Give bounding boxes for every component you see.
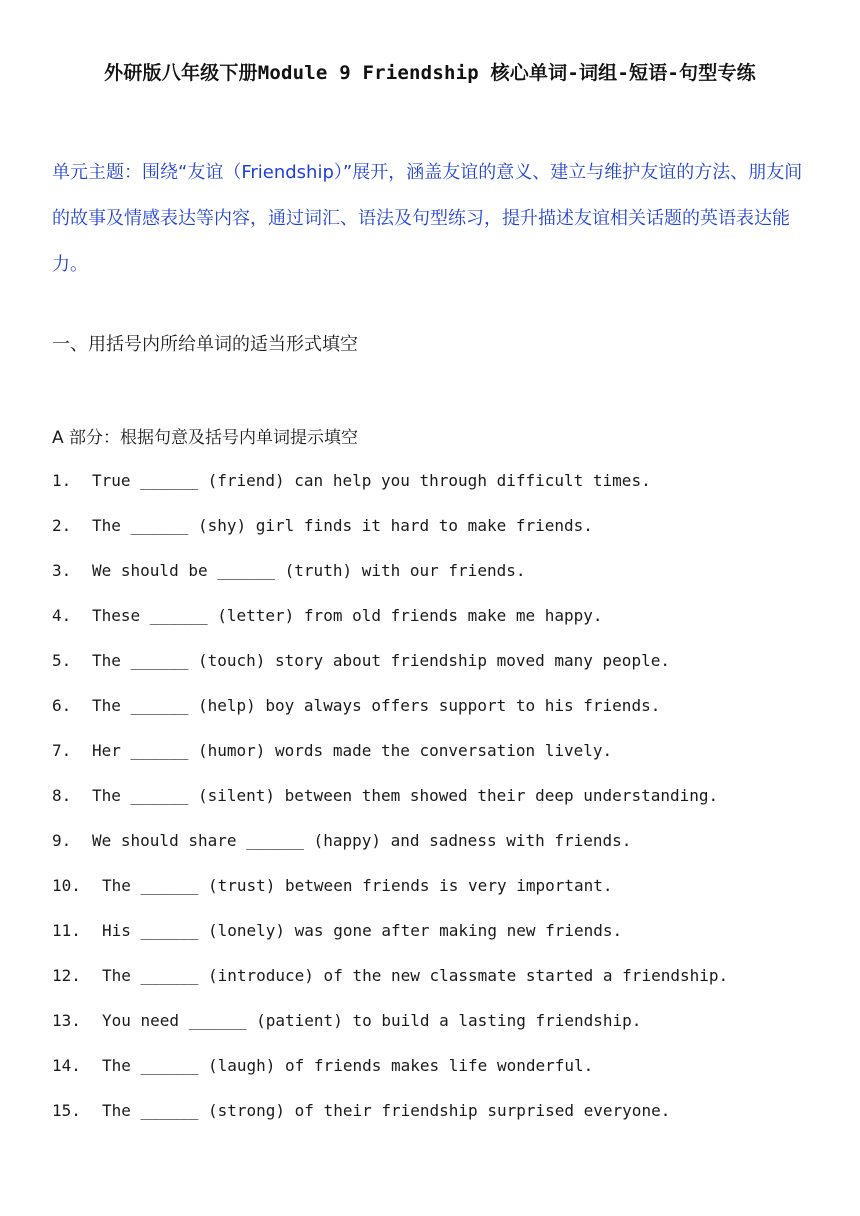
item-text: True ______ (friend) can help you through difficult times. bbox=[92, 471, 651, 490]
exercise-item bbox=[52, 1006, 728, 1051]
exercise-item bbox=[52, 781, 728, 826]
exercise-item bbox=[52, 556, 728, 601]
item-number: 15. bbox=[52, 1101, 81, 1120]
exercise-item bbox=[52, 511, 728, 556]
item-text: Her ______ (humor) words made the conversation lively. bbox=[92, 741, 613, 760]
exercise-item bbox=[52, 1051, 728, 1096]
item-number: 10. bbox=[52, 876, 81, 895]
item-text: We should share ______ (happy) and sadness with friends. bbox=[92, 831, 632, 850]
exercise-item bbox=[52, 736, 728, 781]
exercise-item bbox=[52, 646, 728, 691]
item-number: 5. bbox=[52, 651, 72, 670]
item-number: 4. bbox=[52, 606, 72, 625]
item-text: The ______ (introduce) of the new classmate started a friendship. bbox=[102, 966, 729, 985]
item-number: 14. bbox=[52, 1056, 81, 1075]
exercise-item bbox=[52, 871, 728, 916]
item-number: 6. bbox=[52, 696, 72, 715]
exercise-item bbox=[52, 466, 728, 511]
item-text: The ______ (strong) of their friendship surprised everyone. bbox=[102, 1101, 671, 1120]
exercise-list bbox=[52, 466, 728, 1141]
part-a-heading: A 部分：根据句意及括号内单词提示填空 bbox=[52, 428, 359, 448]
item-number: 9. bbox=[52, 831, 72, 850]
unit-theme-intro: 单元主题：围绕“友谊（Friendship）”展开，涵盖友谊的意义、建立与维护友谊的方法、朋友间的故事及情感表达等内容，通过词汇、语法及句型练习，提升描述友谊相关话题的英语表达能力。 bbox=[52, 162, 803, 275]
exercise-item bbox=[52, 691, 728, 736]
item-number: 12. bbox=[52, 966, 81, 985]
item-number: 1. bbox=[52, 471, 72, 490]
item-text: The ______ (help) boy always offers support to his friends. bbox=[92, 696, 661, 715]
item-number: 7. bbox=[52, 741, 72, 760]
exercise-item bbox=[52, 601, 728, 646]
item-text: These ______ (letter) from old friends make me happy. bbox=[92, 606, 603, 625]
item-number: 2. bbox=[52, 516, 72, 535]
item-text: You need ______ (patient) to build a lasting friendship. bbox=[102, 1011, 642, 1030]
exercise-item bbox=[52, 1096, 728, 1141]
item-text: His ______ (lonely) was gone after making new friends. bbox=[102, 921, 623, 940]
item-text: The ______ (trust) between friends is very important. bbox=[102, 876, 613, 895]
item-number: 13. bbox=[52, 1011, 81, 1030]
item-text: The ______ (touch) story about friendship moved many people. bbox=[92, 651, 670, 670]
item-number: 8. bbox=[52, 786, 72, 805]
exercise-item bbox=[52, 826, 728, 871]
item-number: 3. bbox=[52, 561, 72, 580]
exercise-item bbox=[52, 916, 728, 961]
section-heading: 一、用括号内所给单词的适当形式填空 bbox=[52, 334, 358, 355]
item-text: The ______ (shy) girl finds it hard to make friends. bbox=[92, 516, 593, 535]
exercise-item bbox=[52, 961, 728, 1006]
item-text: The ______ (laugh) of friends makes life wonderful. bbox=[102, 1056, 594, 1075]
item-text: The ______ (silent) between them showed their deep understanding. bbox=[92, 786, 719, 805]
document-title: 外研版八年级下册Module 9 Friendship 核心单词-词组-短语-句型专练 bbox=[104, 62, 756, 84]
item-text: We should be ______ (truth) with our friends. bbox=[92, 561, 526, 580]
item-number: 11. bbox=[52, 921, 81, 940]
